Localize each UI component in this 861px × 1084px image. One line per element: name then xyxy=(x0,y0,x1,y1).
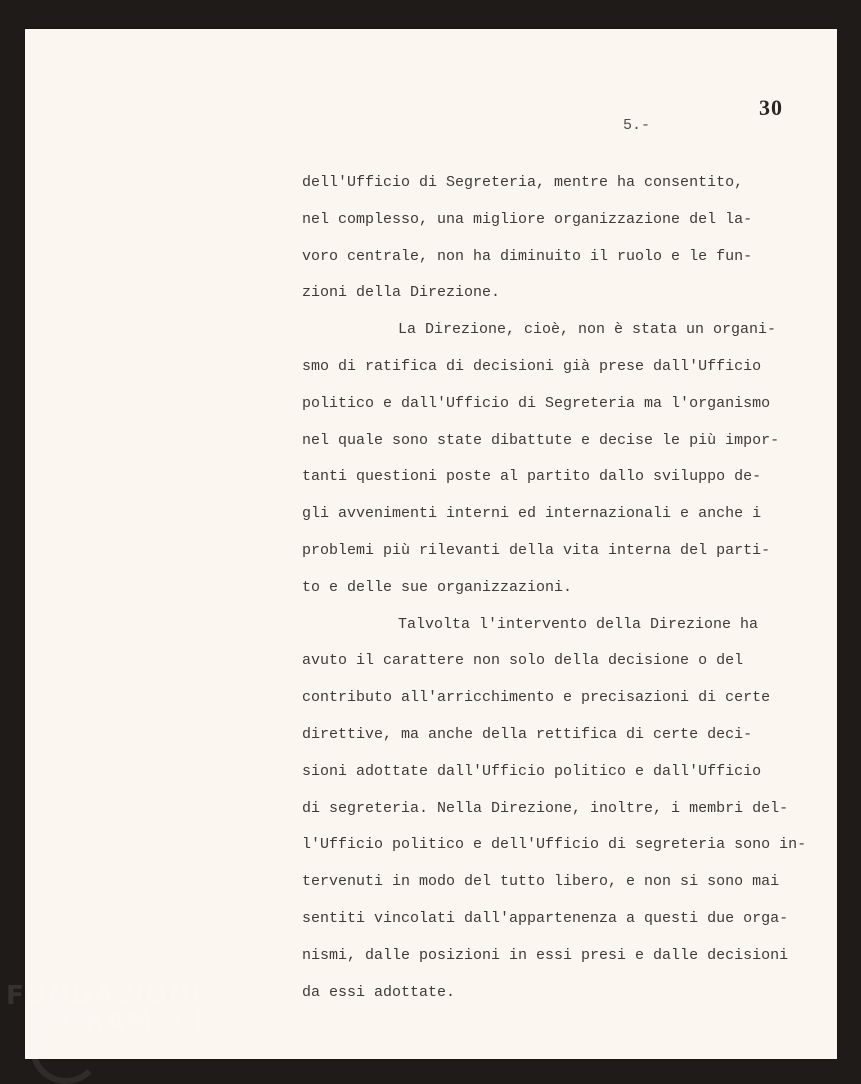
text-line: tanti questioni poste al partito dallo sviluppo de- xyxy=(302,468,762,486)
page-number: 5.- xyxy=(623,117,651,134)
watermark xyxy=(6,983,209,1035)
watermark-line-2: GRAMSCI xyxy=(62,1007,204,1037)
text-line: sentiti vincolati dall'appartenenza a questi due orga- xyxy=(302,909,789,927)
text-line: La Direzione, cioè, non è stata un organi- xyxy=(398,321,777,339)
text-line: sioni adottate dall'Ufficio politico e dall'Ufficio xyxy=(302,762,762,780)
text-line: da essi adottate. xyxy=(302,983,456,1001)
text-line: Talvolta l'intervento della Direzione ha xyxy=(398,615,759,633)
text-line: zioni della Direzione. xyxy=(302,284,501,302)
text-line: dell'Ufficio di Segreteria, mentre ha consentito, xyxy=(302,174,744,191)
text-line: to e delle sue organizzazioni. xyxy=(302,578,573,596)
typed-body-text xyxy=(302,172,842,1018)
text-line: tervenuti in modo del tutto libero, e non si sono mai xyxy=(302,873,780,891)
text-line: l'Ufficio politico e dell'Ufficio di segreteria sono in- xyxy=(302,836,807,854)
text-line: problemi più rilevanti della vita interna del parti- xyxy=(302,541,771,559)
text-line: contributo all'arricchimento e precisazioni di certe xyxy=(302,689,771,707)
text-line: politico e dall'Ufficio di Segreteria ma l'organismo xyxy=(302,394,771,412)
text-line: di segreteria. Nella Direzione, inoltre, i membri del- xyxy=(302,799,789,817)
text-line: avuto il carattere non solo della decisione o del xyxy=(302,652,744,670)
text-line: nel quale sono state dibattute e decise le più impor- xyxy=(302,431,780,449)
archive-page-number: 30 xyxy=(759,95,783,120)
text-line: direttive, ma anche della rettifica di certe deci- xyxy=(302,725,753,743)
text-line: gli avvenimenti interni ed internazionali e anche i xyxy=(302,505,762,523)
text-line: nismi, dalle posizioni in essi presi e dalle decisioni xyxy=(302,946,789,964)
text-line: voro centrale, non ha diminuito il ruolo e le fun- xyxy=(302,247,753,265)
watermark-line-1: FONDAZIONE xyxy=(6,981,210,1011)
text-line: nel complesso, una migliore organizzazione del la- xyxy=(302,210,753,228)
text-line: smo di ratifica di decisioni già prese dall'Ufficio xyxy=(302,357,762,375)
